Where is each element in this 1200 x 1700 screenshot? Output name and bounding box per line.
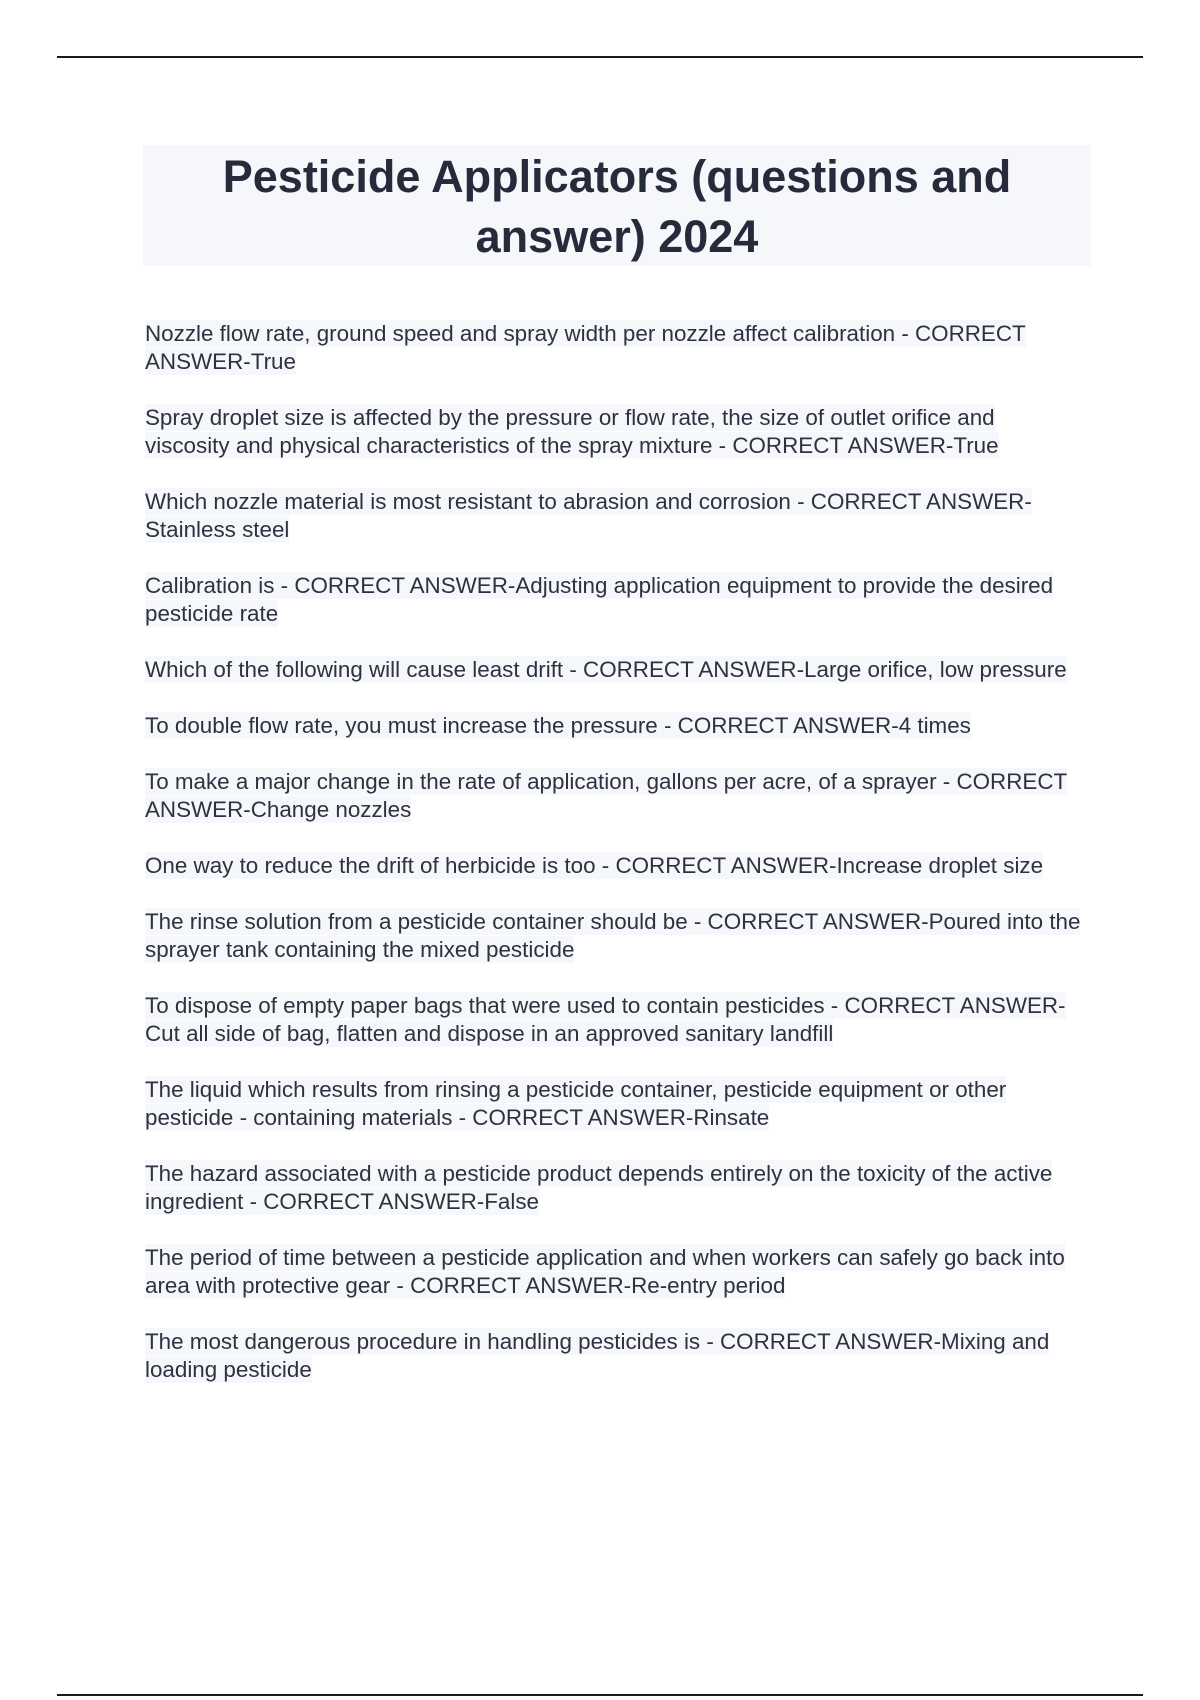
qa-item-13 [145, 1244, 1085, 1300]
qa-text: Which of the following will cause least drift - CORRECT ANSWER-Large orifice, low pressure [145, 657, 1067, 682]
qa-text: The period of time between a pesticide application and when workers can safely go back into area with protective gear - CORRECT ANSWER-Re-entry period [145, 1245, 1065, 1298]
qa-item-4 [145, 572, 1085, 628]
bottom-rule [57, 1694, 1143, 1696]
qa-item-3 [145, 488, 1085, 544]
document-title: Pesticide Applicators (questions and answer) 2024 [222, 151, 1012, 262]
qa-item-11 [145, 1076, 1085, 1132]
title-banner [143, 145, 1091, 266]
qa-item-2 [145, 404, 1085, 460]
qa-text: Which nozzle material is most resistant to abrasion and corrosion - CORRECT ANSWER-Stainless steel [145, 489, 1032, 542]
qa-item-10 [145, 992, 1085, 1048]
qa-list [145, 320, 1085, 1412]
qa-item-12 [145, 1160, 1085, 1216]
qa-text: Calibration is - CORRECT ANSWER-Adjusting application equipment to provide the desired pesticide rate [145, 573, 1054, 626]
qa-item-6 [145, 712, 1085, 740]
qa-item-8 [145, 852, 1085, 880]
top-rule [57, 56, 1143, 58]
qa-text: Spray droplet size is affected by the pressure or flow rate, the size of outlet orifice and viscosity and physical characteristics of the spray mixture - CORRECT ANSWER-True [145, 405, 999, 458]
qa-item-1 [145, 320, 1085, 376]
qa-text: The hazard associated with a pesticide product depends entirely on the toxicity of the active ingredient - CORRECT ANSWER-False [145, 1161, 1053, 1214]
qa-text: To make a major change in the rate of application, gallons per acre, of a sprayer - CORRECT ANSWER-Change nozzles [145, 769, 1068, 822]
qa-text: The rinse solution from a pesticide container should be - CORRECT ANSWER-Poured into the sprayer tank containing the mixed pesticide [145, 909, 1081, 962]
qa-text: To double flow rate, you must increase the pressure - CORRECT ANSWER-4 times [145, 713, 971, 738]
qa-item-7 [145, 768, 1085, 824]
qa-text: One way to reduce the drift of herbicide is too - CORRECT ANSWER-Increase droplet size [145, 853, 1044, 878]
qa-text: The liquid which results from rinsing a pesticide container, pesticide equipment or other pesticide - containing materials - CORRECT ANSWER-Rinsate [145, 1077, 1007, 1130]
qa-item-14 [145, 1328, 1085, 1384]
qa-item-5 [145, 656, 1085, 684]
qa-text: To dispose of empty paper bags that were used to contain pesticides - CORRECT ANSWER-Cut all side of bag, flatten and dispose in an approved sanitary landfill [145, 993, 1066, 1046]
qa-item-9 [145, 908, 1085, 964]
qa-text: The most dangerous procedure in handling pesticides is - CORRECT ANSWER-Mixing and loading pesticide [145, 1329, 1050, 1382]
qa-text: Nozzle flow rate, ground speed and spray width per nozzle affect calibration - CORRECT ANSWER-True [145, 321, 1026, 374]
